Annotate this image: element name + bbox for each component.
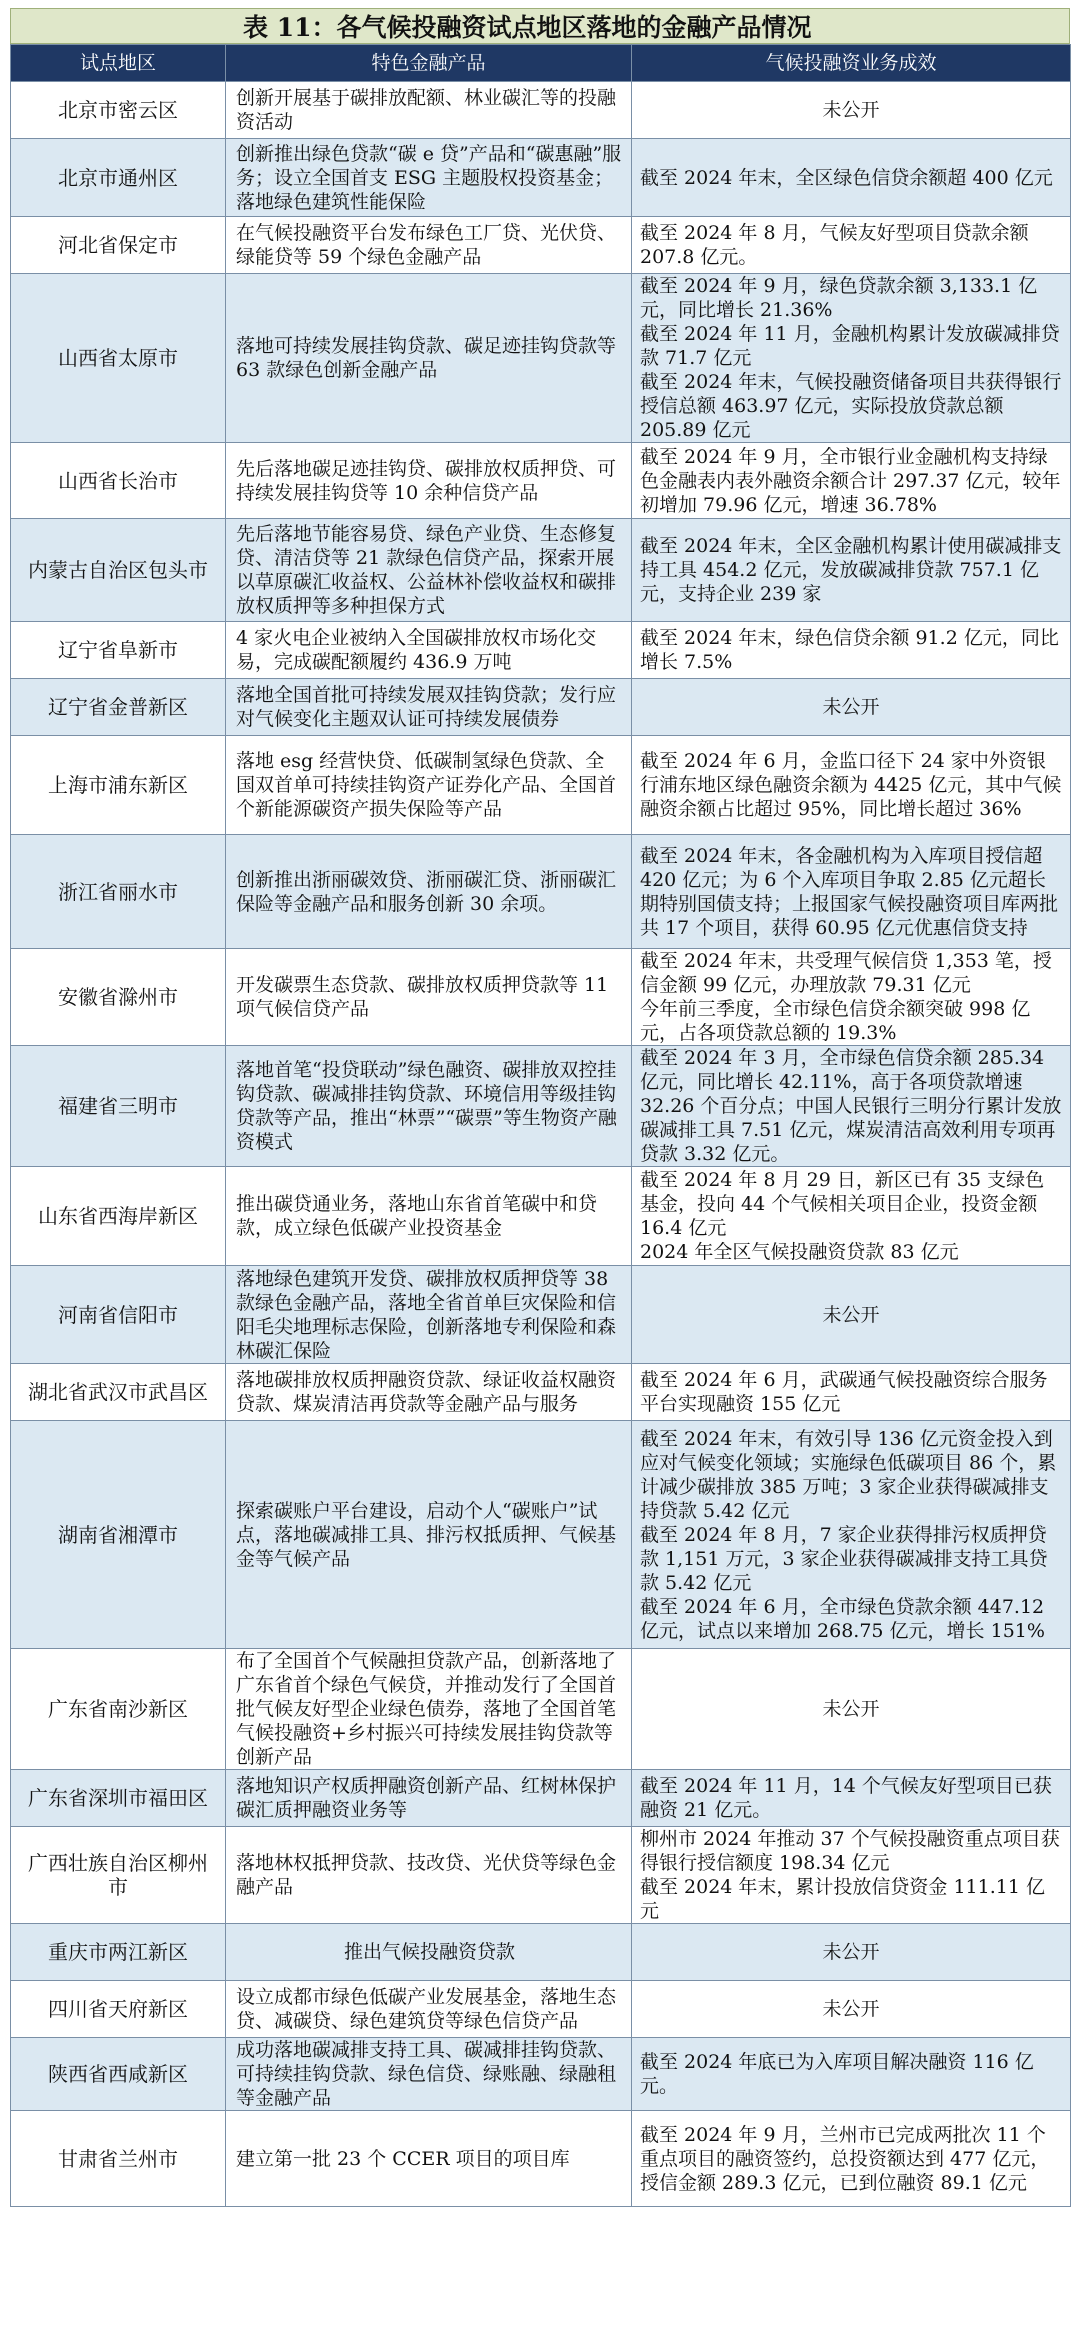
region-cell: 甘肃省兰州市 [11, 2111, 226, 2207]
product-cell: 落地碳排放权质押融资贷款、绿证收益权融资贷款、煤炭清洁再贷款等金融产品与服务 [226, 1364, 632, 1421]
table-row [11, 1770, 1071, 1827]
product-cell: 落地首笔“投贷联动”绿色融资、碳排放双控挂钩贷款、碳减排挂钩贷款、环境信用等级挂钩贷款等产品，推出“林票”“碳票”等生物资产融资模式 [226, 1046, 632, 1167]
table-row [11, 1364, 1071, 1421]
table-row [11, 679, 1071, 736]
product-cell: 探索碳账户平台建设，启动个人“碳账户”试点，落地碳减排工具、排污权抵质押、气候基金等气候产品 [226, 1421, 632, 1649]
product-cell: 开发碳票生态贷款、碳排放权质押贷款等 11 项气候信贷产品 [226, 949, 632, 1046]
region-cell: 湖北省武汉市武昌区 [11, 1364, 226, 1421]
effect-cell: 截至 2024 年末，全区金融机构累计使用碳减排支持工具 454.2 亿元，发放碳减排贷款 757.1 亿元，支持企业 239 家 [632, 519, 1071, 622]
effect-cell: 截至 2024 年 9 月，兰州市已完成两批次 11 个重点项目的融资签约，总投资额达到 477 亿元，授信金额 289.3 亿元，已到位融资 89.1 亿元 [632, 2111, 1071, 2207]
effect-cell: 截至 2024 年末，绿色信贷余额 91.2 亿元，同比增长 7.5% [632, 622, 1071, 679]
product-cell: 在气候投融资平台发布绿色工厂贷、光伏贷、绿能贷等 59 个绿色金融产品 [226, 217, 632, 274]
effect-cell: 截至 2024 年 6 月，金监口径下 24 家中外资银行浦东地区绿色融资余额为 4425 亿元，其中气候融资余额占比超过 95%，同比增长超过 36% [632, 736, 1071, 835]
region-cell: 上海市浦东新区 [11, 736, 226, 835]
product-cell: 创新推出浙丽碳效贷、浙丽碳汇贷、浙丽碳汇保险等金融产品和服务创新 30 余项。 [226, 835, 632, 949]
product-cell: 落地知识产权质押融资创新产品、红树林保护碳汇质押融资业务等 [226, 1770, 632, 1827]
product-cell: 推出碳贷通业务，落地山东省首笔碳中和贷款，成立绿色低碳产业投资基金 [226, 1167, 632, 1266]
table-row [11, 82, 1071, 139]
product-cell: 落地可持续发展挂钩贷款、碳足迹挂钩贷款等 63 款绿色创新金融产品 [226, 274, 632, 443]
table-row [11, 736, 1071, 835]
region-cell: 山西省太原市 [11, 274, 226, 443]
product-cell: 建立第一批 23 个 CCER 项目的项目库 [226, 2111, 632, 2207]
effect-cell: 截至 2024 年末，各金融机构为入库项目授信超 420 亿元；为 6 个入库项目争取 2.85 亿元超长期特别国债支持；上报国家气候投融资项目库两批共 17 个项目，获得 60.95 亿元优惠信贷支持 [632, 835, 1071, 949]
region-cell: 广西壮族自治区柳州市 [11, 1827, 226, 1924]
effect-cell: 柳州市 2024 年推动 37 个气候投融资重点项目获得银行授信额度 198.34 亿元 截至 2024 年末，累计投放信贷资金 111.11 亿元 [632, 1827, 1071, 1924]
region-cell: 山东省西海岸新区 [11, 1167, 226, 1266]
table-row [11, 217, 1071, 274]
region-cell: 山西省长治市 [11, 443, 226, 519]
effect-cell: 未公开 [632, 1981, 1071, 2038]
region-cell: 重庆市两江新区 [11, 1924, 226, 1981]
table-title: 表 11：各气候投融资试点地区落地的金融产品情况 [10, 8, 1070, 44]
effect-cell: 截至 2024 年 6 月，武碳通气候投融资综合服务平台实现融资 155 亿元 [632, 1364, 1071, 1421]
header-region: 试点地区 [11, 45, 226, 82]
region-cell: 湖南省湘潭市 [11, 1421, 226, 1649]
effect-cell: 截至 2024 年 11 月，14 个气候友好型项目已获融资 21 亿元。 [632, 1770, 1071, 1827]
product-cell: 推出气候投融资贷款 [226, 1924, 632, 1981]
table-row [11, 949, 1071, 1046]
product-cell: 落地林权抵押贷款、技改贷、光伏贷等绿色金融产品 [226, 1827, 632, 1924]
effect-cell: 截至 2024 年 8 月 29 日，新区已有 35 支绿色基金，投向 44 个气候相关项目企业，投资金额 16.4 亿元 2024 年全区气候投融资贷款 83 亿元 [632, 1167, 1071, 1266]
table-row [11, 274, 1071, 443]
product-cell: 落地 esg 经营快贷、低碳制氢绿色贷款、全国双首单可持续挂钩资产证券化产品、全国首个新能源碳资产损失保险等产品 [226, 736, 632, 835]
table-header-row [11, 45, 1071, 82]
table-row [11, 1167, 1071, 1266]
product-cell: 落地全国首批可持续发展双挂钩贷款；发行应对气候变化主题双认证可持续发展债券 [226, 679, 632, 736]
table-row [11, 1924, 1071, 1981]
region-cell: 四川省天府新区 [11, 1981, 226, 2038]
effect-cell: 截至 2024 年 3 月，全市绿色信贷余额 285.34 亿元，同比增长 42.11%，高于各项贷款增速 32.26 个百分点；中国人民银行三明分行累计发放碳减排工具 7.51 亿元，煤炭清洁高效利用专项再贷款 3.32 亿元。 [632, 1046, 1071, 1167]
product-cell: 先后落地碳足迹挂钩贷、碳排放权质押贷、可持续发展挂钩贷等 10 余种信贷产品 [226, 443, 632, 519]
region-cell: 广东省南沙新区 [11, 1649, 226, 1770]
effect-cell: 未公开 [632, 1649, 1071, 1770]
effect-cell: 截至 2024 年底已为入库项目解决融资 116 亿元。 [632, 2038, 1071, 2111]
table-row [11, 443, 1071, 519]
table-row [11, 139, 1071, 217]
table-row [11, 2111, 1071, 2207]
table-row [11, 1421, 1071, 1649]
product-cell: 成功落地碳减排支持工具、碳减排挂钩贷款、可持续挂钩贷款、绿色信贷、绿账融、绿融租等金融产品 [226, 2038, 632, 2111]
effect-cell: 未公开 [632, 82, 1071, 139]
table-row [11, 1649, 1071, 1770]
table-row [11, 1981, 1071, 2038]
region-cell: 浙江省丽水市 [11, 835, 226, 949]
region-cell: 内蒙古自治区包头市 [11, 519, 226, 622]
effect-cell: 截至 2024 年末，有效引导 136 亿元资金投入到应对气候变化领域；实施绿色低碳项目 86 个，累计减少碳排放 385 万吨；3 家企业获得碳减排支持贷款 5.42 亿元 截至 2024 年 8 月，7 家企业获得排污权质押贷款 1,151 万元，3 家企业获得碳减排支持工具贷款 5.42 亿元 截至 2024 年 6 月，全市绿色贷款余额 447.12 亿元，试点以来增加 268.75 亿元，增长 151% [632, 1421, 1071, 1649]
table-row [11, 622, 1071, 679]
product-cell: 布了全国首个气候融担贷款产品，创新落地了广东省首个绿色气候贷，并推动发行了全国首批气候友好型企业绿色债券，落地了全国首笔气候投融资+乡村振兴可持续发展挂钩贷款等创新产品 [226, 1649, 632, 1770]
effect-cell: 截至 2024 年末，全区绿色信贷余额超 400 亿元 [632, 139, 1071, 217]
region-cell: 河南省信阳市 [11, 1266, 226, 1364]
region-cell: 福建省三明市 [11, 1046, 226, 1167]
product-cell: 创新推出绿色贷款“碳 e 贷”产品和“碳惠融”服务；设立全国首支 ESG 主题股权投资基金；落地绿色建筑性能保险 [226, 139, 632, 217]
effect-cell: 截至 2024 年末，共受理气候信贷 1,353 笔，授信金额 99 亿元，办理放款 79.31 亿元 今年前三季度，全市绿色信贷余额突破 998 亿元，占各项贷款总额的 19.3% [632, 949, 1071, 1046]
effect-cell: 截至 2024 年 8 月，气候友好型项目贷款余额 207.8 亿元。 [632, 217, 1071, 274]
table-row [11, 1266, 1071, 1364]
header-product: 特色金融产品 [226, 45, 632, 82]
region-cell: 广东省深圳市福田区 [11, 1770, 226, 1827]
table-body [11, 82, 1071, 2207]
effect-cell: 未公开 [632, 1266, 1071, 1364]
effect-cell: 截至 2024 年 9 月，全市银行业金融机构支持绿色金融表内表外融资余额合计 297.37 亿元，较年初增加 79.96 亿元，增速 36.78% [632, 443, 1071, 519]
product-cell: 创新开展基于碳排放配额、林业碳汇等的投融资活动 [226, 82, 632, 139]
table-row [11, 519, 1071, 622]
effect-cell: 未公开 [632, 1924, 1071, 1981]
region-cell: 河北省保定市 [11, 217, 226, 274]
product-cell: 先后落地节能容易贷、绿色产业贷、生态修复贷、清洁贷等 21 款绿色信贷产品，探索开展以草原碳汇收益权、公益林补偿收益权和碳排放权质押等多种担保方式 [226, 519, 632, 622]
region-cell: 北京市密云区 [11, 82, 226, 139]
header-effect: 气候投融资业务成效 [632, 45, 1071, 82]
region-cell: 辽宁省金普新区 [11, 679, 226, 736]
region-cell: 安徽省滁州市 [11, 949, 226, 1046]
table-row [11, 2038, 1071, 2111]
effect-cell: 截至 2024 年 9 月，绿色贷款余额 3,133.1 亿元，同比增长 21.36% 截至 2024 年 11 月，金融机构累计发放碳减排贷款 71.7 亿元 截至 2024 年末，气候投融资储备项目共获得银行授信总额 463.97 亿元，实际投放贷款总额 205.89 亿元 [632, 274, 1071, 443]
product-cell: 4 家火电企业被纳入全国碳排放权市场化交易，完成碳配额履约 436.9 万吨 [226, 622, 632, 679]
product-cell: 落地绿色建筑开发贷、碳排放权质押贷等 38 款绿色金融产品，落地全省首单巨灾保险和信阳毛尖地理标志保险，创新落地专利保险和森林碳汇保险 [226, 1266, 632, 1364]
product-cell: 设立成都市绿色低碳产业发展基金，落地生态贷、减碳贷、绿色建筑贷等绿色信贷产品 [226, 1981, 632, 2038]
region-cell: 北京市通州区 [11, 139, 226, 217]
region-cell: 陕西省西咸新区 [11, 2038, 226, 2111]
table-row [11, 1046, 1071, 1167]
effect-cell: 未公开 [632, 679, 1071, 736]
finance-products-table [10, 44, 1071, 2207]
region-cell: 辽宁省阜新市 [11, 622, 226, 679]
table-row [11, 835, 1071, 949]
table-row [11, 1827, 1071, 1924]
